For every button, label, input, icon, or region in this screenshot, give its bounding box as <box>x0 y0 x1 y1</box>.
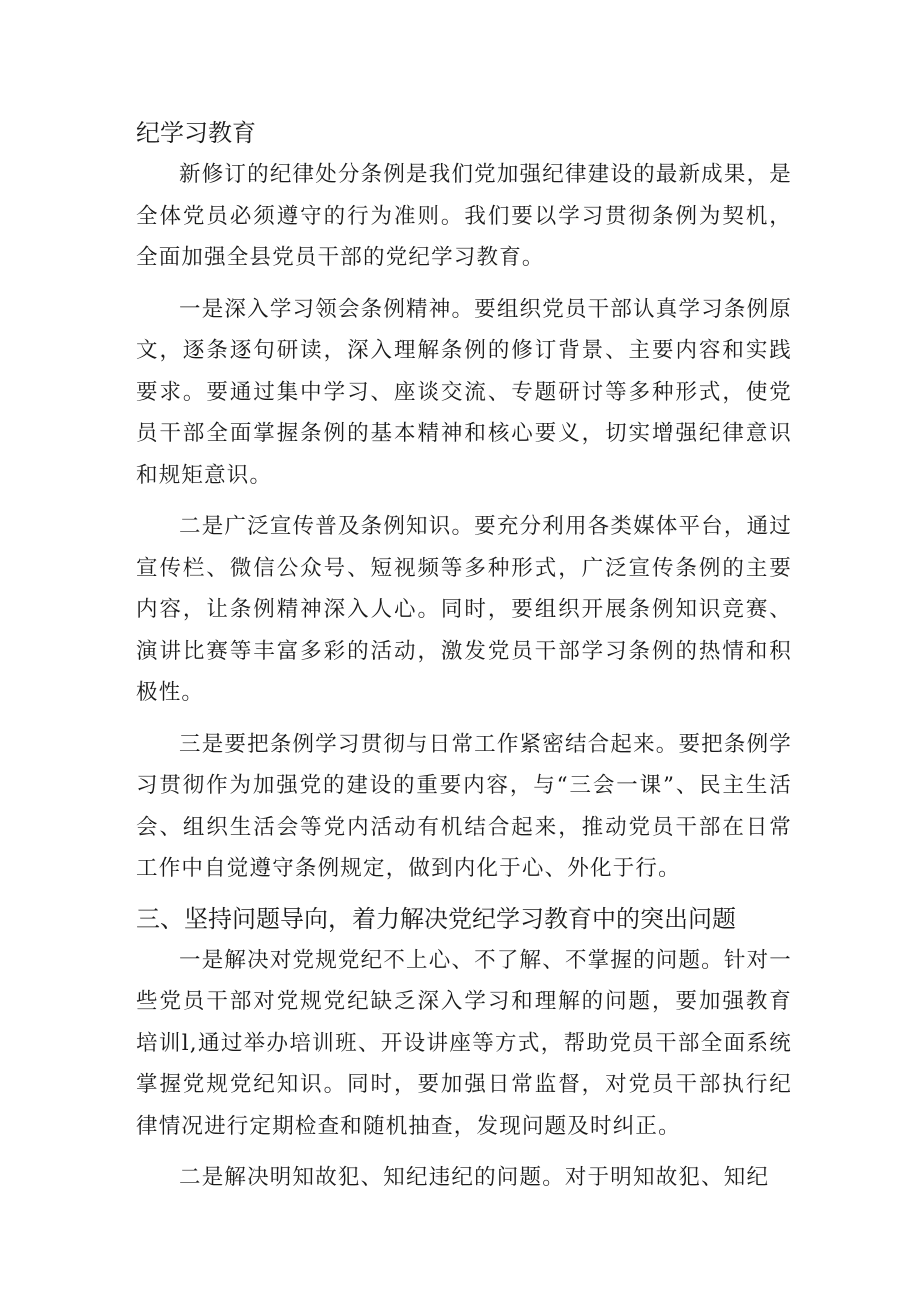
section-three-heading: 三、坚持问题导向，着力解决党纪学习教育中的突出问题 <box>136 904 736 933</box>
paragraph-publicize-knowledge: 二是广泛宣传普及条例知识。要充分利用各类媒体平台，通过宣传栏、微信公众号、短视频等多种形式，广泛宣传条例的主要内容，让条例精神深入人心。同时，要组织开展条例知识竞赛、演讲比赛等丰富多彩的活动，激发党员干部学习条例的热情和积极性。 <box>136 514 792 705</box>
intro-paragraph: 新修订的纪律处分条例是我们党加强纪律建设的最新成果，是全体党员必须遵守的行为准则。我们要以学习贯彻条例为契机，全面加强全县党员干部的党纪学习教育。 <box>136 162 792 270</box>
document-page <box>136 112 792 1199</box>
section-heading-continued: 纪学习教育 <box>136 119 256 147</box>
paragraph-study-spirit: 一是深入学习领会条例精神。要组织党员干部认真学习条例原文，逐条逐句研读，深入理解条例的修订背景、主要内容和实践要求。要通过集中学习、座谈交流、专题研讨等多种形式，使党员干部全面掌握条例的基本精神和核心要义，切实增强纪律意识和规矩意识。 <box>136 296 792 488</box>
paragraph-solve-unfamiliarity: 一是解决对党规党纪不上心、不了解、不掌握的问题。针对一些党员干部对党规党纪缺乏深入学习和理解的问题，要加强教育培训l,通过举办培训班、开设讲座等方式，帮助党员干部全面系统掌握党规党纪知识。同时，要加强日常监督，对党员干部执行纪律情况进行定期检查和随机抽查，发现问题及时纠正。 <box>136 947 792 1139</box>
paragraph-combine-daily-work: 三是要把条例学习贯彻与日常工作紧密结合起来。要把条例学习贯彻作为加强党的建设的重要内容，与“三会一课”、民主生活会、组织生活会等党内活动有机结合起来，推动党员干部在日常工作中自觉遵守条例规定，做到内化于心、外化于行。 <box>136 731 792 881</box>
paragraph-solve-knowing-violation: 二是解决明知故犯、知纪违纪的问题。对于明知故犯、知纪 <box>179 1165 770 1190</box>
